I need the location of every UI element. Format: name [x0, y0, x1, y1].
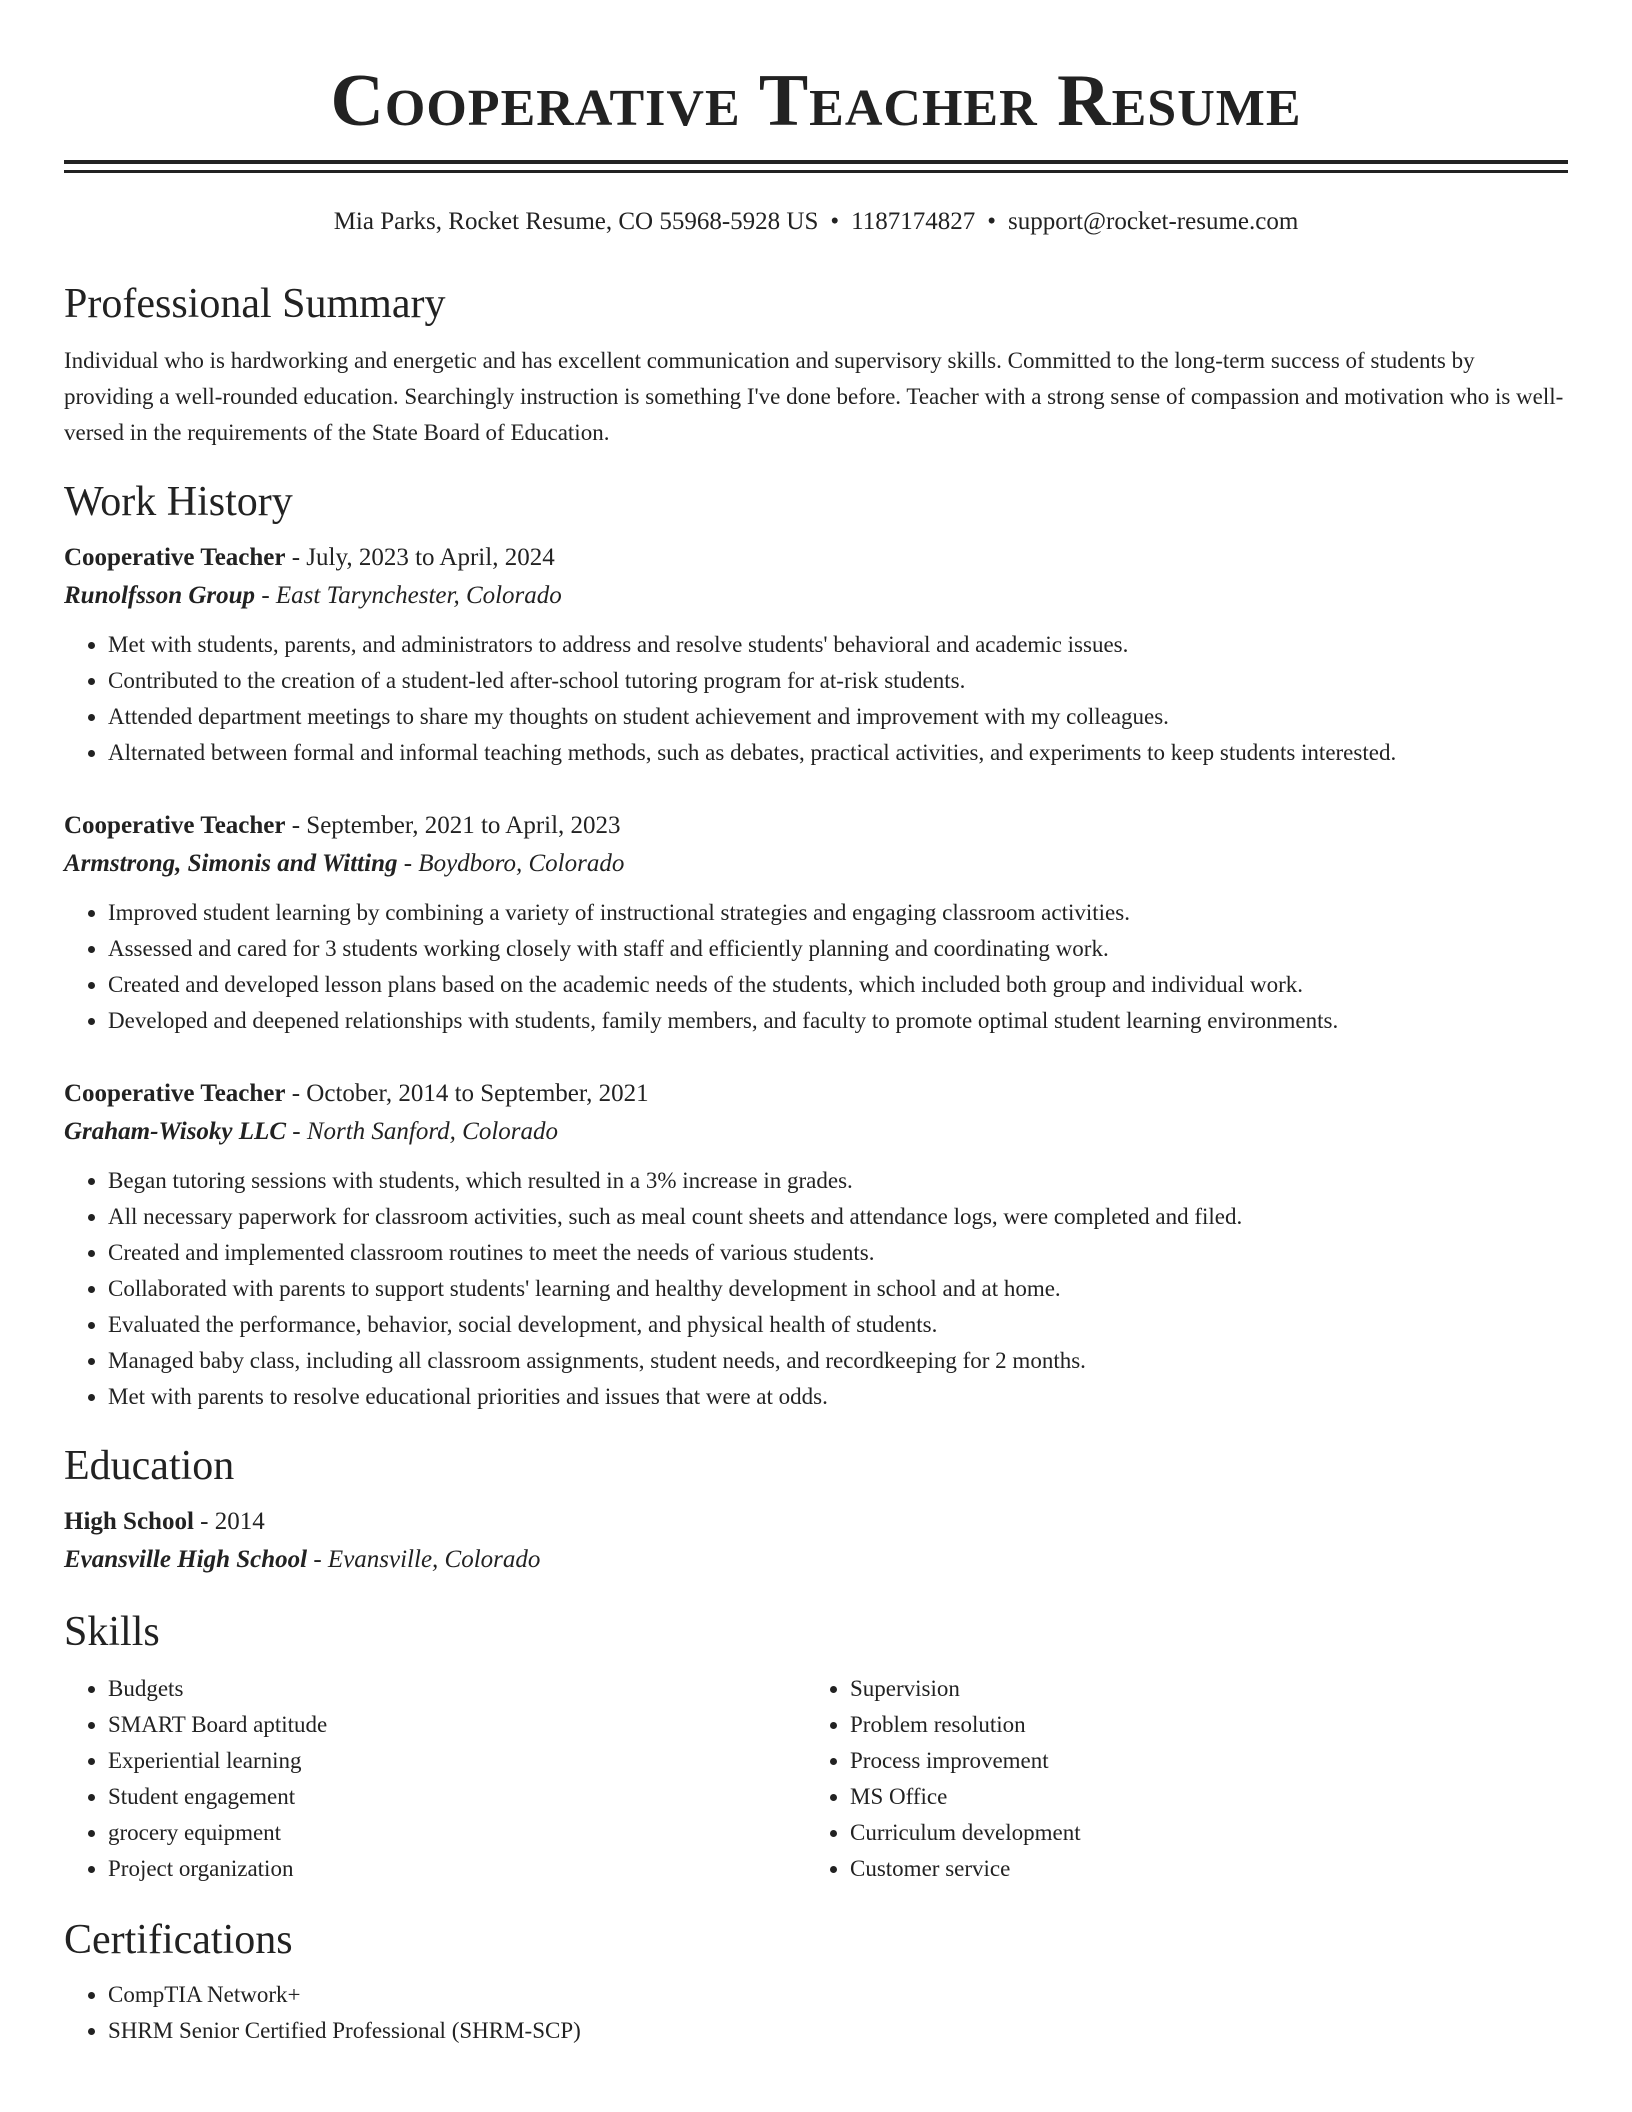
list-item: • Began tutoring sessions with students, which resulted in a 3% increase in grades.	[108, 1163, 1568, 1199]
list-item: • Collaborated with parents to support students' learning and healthy development in school and at home.	[108, 1271, 1568, 1307]
job-title-line	[64, 539, 1568, 577]
list-item: • Developed and deepened relationships with students, family members, and faculty to promote optimal student learning environments.	[108, 1003, 1568, 1039]
job-company-line	[64, 1113, 1568, 1151]
skills-heading: Skills	[64, 1609, 160, 1655]
summary-text: Individual who is hardworking and energetic and has excellent communication and supervisory skills. Committed to the long-term success of students by providing a well-rounded education. Searchingly instruction is something I've done before. Teacher with a strong sense of compassion and motivation who is well-versed in the requirements of the State Board of Education.	[64, 348, 1564, 445]
job-company: Graham-Wisoky LLC	[64, 1118, 286, 1145]
education-section	[64, 1441, 1568, 1579]
list-item: • grocery equipment	[108, 1815, 806, 1851]
list-item: • Student engagement	[108, 1779, 806, 1815]
job-company-line	[64, 845, 1568, 883]
certifications-list	[64, 1977, 1568, 2049]
list-item: • Attended department meetings to share my thoughts on student achievement and improvement with my colleagues.	[108, 699, 1568, 735]
list-item: • Managed baby class, including all classroom assignments, student needs, and recordkeeping for 2 months.	[108, 1343, 1568, 1379]
list-item: • Assessed and cared for 3 students working closely with staff and efficiently planning and coordinating work.	[108, 931, 1568, 967]
list-item: • Problem resolution	[850, 1707, 1548, 1743]
list-item: • Met with parents to resolve educational priorities and issues that were at odds.	[108, 1379, 1568, 1415]
job-company: Armstrong, Simonis and Witting	[64, 850, 398, 877]
job-entry	[64, 539, 1568, 771]
list-item: • Alternated between formal and informal teaching methods, such as debates, practical activities, and experiments to keep students interested.	[108, 735, 1568, 771]
contact-address: Mia Parks, Rocket Resume, CO 55968-5928 US	[333, 208, 819, 235]
job-bullets	[64, 627, 1568, 771]
contact-line	[64, 207, 1568, 237]
job-bullets	[64, 1163, 1568, 1415]
job-title-line	[64, 807, 1568, 845]
work-history-section	[64, 477, 1568, 1415]
education-degree-line	[64, 1503, 1568, 1541]
list-item: • Customer service	[850, 1851, 1548, 1887]
list-item: • SHRM Senior Certified Professional (SHRM-SCP)	[108, 2013, 1568, 2049]
job-location: - North Sanford, Colorado	[286, 1118, 559, 1145]
resume-page	[64, 0, 1568, 2049]
list-item: • Created and developed lesson plans based on the academic needs of the students, which included both group and individual work.	[108, 967, 1568, 1003]
education-school-line	[64, 1541, 1568, 1579]
list-item: • MS Office	[850, 1779, 1548, 1815]
education-degree: High School	[64, 1508, 194, 1535]
job-dates: - October, 2014 to September, 2021	[285, 1080, 649, 1107]
education-year: - 2014	[193, 1508, 265, 1535]
certifications-section	[64, 1915, 1568, 2049]
list-item: • CompTIA Network+	[108, 1977, 1568, 2013]
contact-separator: •	[987, 208, 996, 235]
education-heading: Education	[64, 1443, 235, 1489]
list-item: • Budgets	[108, 1671, 806, 1707]
job-bullets	[64, 895, 1568, 1039]
skills-grid	[64, 1671, 1568, 1887]
resume-title: Cooperative Teacher Resume	[330, 60, 1302, 142]
job-entry	[64, 1075, 1568, 1415]
job-entry	[64, 807, 1568, 1039]
title-divider-bottom	[64, 170, 1568, 173]
job-dates: - September, 2021 to April, 2023	[285, 812, 621, 839]
contact-email: support@rocket-resume.com	[1008, 208, 1299, 235]
list-item: • Project organization	[108, 1851, 806, 1887]
skills-section	[64, 1607, 1568, 1887]
title-divider-top	[64, 160, 1568, 164]
list-item: • Curriculum development	[850, 1815, 1548, 1851]
list-item: • All necessary paperwork for classroom activities, such as meal count sheets and attendance logs, were completed and filed.	[108, 1199, 1568, 1235]
list-item: • Evaluated the performance, behavior, social development, and physical health of students.	[108, 1307, 1568, 1343]
list-item: • Experiential learning	[108, 1743, 806, 1779]
skills-column-left	[64, 1671, 806, 1887]
job-title: Cooperative Teacher	[64, 1080, 286, 1107]
list-item: • Contributed to the creation of a student-led after-school tutoring program for at-risk students.	[108, 663, 1568, 699]
education-location: - Evansville, Colorado	[307, 1546, 541, 1573]
job-title: Cooperative Teacher	[64, 812, 286, 839]
job-title: Cooperative Teacher	[64, 544, 286, 571]
job-location: - Boydboro, Colorado	[397, 850, 625, 877]
list-item: • Process improvement	[850, 1743, 1548, 1779]
list-item: • Created and implemented classroom routines to meet the needs of various students.	[108, 1235, 1568, 1271]
work-history-heading: Work History	[64, 479, 293, 525]
skills-column-right	[806, 1671, 1548, 1887]
job-title-line	[64, 1075, 1568, 1113]
job-dates: - July, 2023 to April, 2024	[285, 544, 555, 571]
contact-separator: •	[830, 208, 840, 235]
list-item: • Improved student learning by combining a variety of instructional strategies and engaging classroom activities.	[108, 895, 1568, 931]
job-company-line	[64, 577, 1568, 615]
summary-section	[64, 279, 1568, 451]
education-entry	[64, 1503, 1568, 1579]
certifications-heading: Certifications	[64, 1917, 293, 1963]
list-item: • Met with students, parents, and administrators to address and resolve students' behavioral and academic issues.	[108, 627, 1568, 663]
summary-heading: Professional Summary	[64, 281, 446, 327]
list-item: • Supervision	[850, 1671, 1548, 1707]
list-item: • SMART Board aptitude	[108, 1707, 806, 1743]
education-school: Evansville High School	[64, 1546, 308, 1573]
job-company: Runolfsson Group	[64, 582, 256, 609]
job-location: - East Tarynchester, Colorado	[255, 582, 562, 609]
contact-phone: 1187174827	[851, 208, 976, 235]
